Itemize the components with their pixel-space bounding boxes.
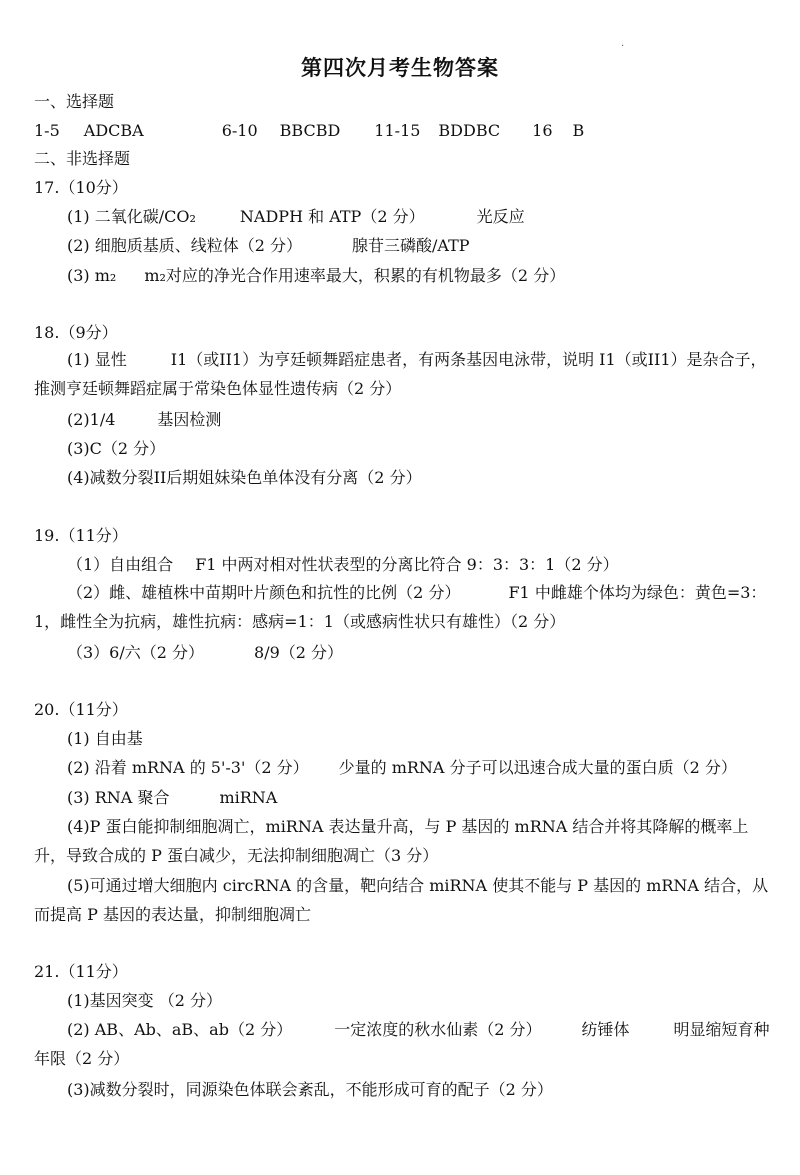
q17-a3-part: (3) m₂ bbox=[67, 266, 117, 285]
q19-a3-part: 8/9（2 分） bbox=[254, 643, 344, 662]
question-21-header: 21.（11分） bbox=[34, 962, 128, 981]
page-title: 第四次月考生物答案 bbox=[301, 55, 499, 80]
corner-dot: . bbox=[621, 38, 625, 49]
q20-answer-5: (5)可通过增大细胞内 circRNA 的含量，靶向结合 miRNA 使其不能与 P 基因的 mRNA 结合，从而提高 P 基因的表达量，抑制细胞凋亡 bbox=[34, 876, 769, 924]
q18-a2-part: 基因检测 bbox=[157, 410, 222, 429]
choice-range-label: 16 bbox=[532, 121, 553, 140]
question-20-header: 20.（11分） bbox=[34, 700, 128, 719]
q18-answer-2 bbox=[67, 410, 221, 430]
q19-a2-part: F1 中雌雄个体均为绿色：黄色=3：1，雌性全为抗病，雄性抗病：感病=1：1（或感病性状只有雄性）（2 分） bbox=[34, 583, 767, 631]
q18-a1-part: (1) 显性 bbox=[67, 350, 127, 369]
question-17-header: 17.（10分） bbox=[34, 178, 128, 197]
choice-range-label: 6-10 bbox=[221, 121, 258, 140]
q19-a1-part: （1）自由组合 bbox=[67, 555, 174, 574]
q20-answer-3 bbox=[67, 788, 277, 808]
q21-a2-part: 明显缩短育种年限（2 分） bbox=[34, 1020, 770, 1068]
q21-a2-part: 纺锤体 bbox=[581, 1020, 630, 1039]
q20-a2-part: 少量的 mRNA 分子可以迅速合成大量的蛋白质（2 分） bbox=[338, 758, 737, 777]
q18-answer-1 bbox=[34, 345, 774, 403]
q18-answer-4: (4)减数分裂II后期姐妹染色单体没有分离（2 分） bbox=[67, 468, 422, 487]
q17-answer-1 bbox=[67, 207, 525, 227]
q19-answer-3 bbox=[67, 643, 343, 663]
q18-answer-3: (3)C（2 分） bbox=[67, 439, 166, 458]
q21-a2-part: (2) AB、Ab、aB、ab（2 分） bbox=[67, 1020, 293, 1039]
q17-a2-part: (2) 细胞质基质、线粒体（2 分） bbox=[67, 236, 303, 255]
section-heading-nonchoice: 二、非选择题 bbox=[34, 149, 131, 168]
q19-a3-part: （3）6/六（2 分） bbox=[67, 643, 205, 662]
q18-a1-part: I1（或II1）为亨廷顿舞蹈症患者，有两条基因电泳带，说明 I1（或II1）是杂合子，推测亨廷顿舞蹈症属于常染色体显性遗传病（2 分） bbox=[34, 350, 767, 398]
q19-a1-part: F1 中两对相对性状表型的分离比符合 9：3：3：1（2 分） bbox=[195, 555, 619, 574]
q20-a3-part: miRNA bbox=[219, 788, 278, 807]
choice-range-label: 1-5 bbox=[34, 121, 60, 140]
choice-answer: BBCBD bbox=[279, 121, 341, 140]
q19-a2-part: （2）雌、雄植株中苗期叶片颜色和抗性的比例（2 分） bbox=[67, 583, 461, 602]
q19-answer-1 bbox=[67, 555, 619, 575]
q20-a3-part: (3) RNA 聚合 bbox=[67, 788, 170, 807]
choice-answer: BDDBC bbox=[438, 121, 501, 140]
q17-answer-2 bbox=[67, 236, 470, 256]
choice-range-label: 11-15 bbox=[374, 121, 421, 140]
q17-a1-part: NADPH 和 ATP（2 分） bbox=[239, 207, 425, 226]
q17-a2-part: 腺苷三磷酸/ATP bbox=[352, 236, 470, 255]
choice-answer: B bbox=[572, 121, 585, 140]
question-18-header: 18.（9分） bbox=[34, 323, 118, 342]
q18-a2-part: (2)1/4 bbox=[67, 410, 116, 429]
q20-a2-part: (2) 沿着 mRNA 的 5'-3'（2 分） bbox=[67, 758, 309, 777]
choice-answer: ADCBA bbox=[83, 121, 144, 140]
q21-answer-3: (3)减数分裂时，同源染色体联会紊乱，不能形成可育的配子（2 分） bbox=[67, 1080, 553, 1099]
q21-answer-1: (1)基因突变 （2 分） bbox=[67, 991, 223, 1010]
q20-answer-2 bbox=[67, 758, 737, 778]
q21-answer-2 bbox=[34, 1015, 774, 1073]
q20-answer-1: (1) 自由基 bbox=[67, 729, 143, 748]
question-19-header: 19.（11分） bbox=[34, 526, 128, 545]
q17-a1-part: (1) 二氧化碳/CO₂ bbox=[67, 207, 196, 226]
q17-answer-3 bbox=[67, 266, 565, 286]
section-heading-choice: 一、选择题 bbox=[34, 92, 115, 111]
q21-a2-part: 一定浓度的秋水仙素（2 分） bbox=[334, 1020, 542, 1039]
choice-answers-row bbox=[34, 121, 584, 141]
q19-answer-2 bbox=[34, 578, 774, 636]
q17-a1-part: 光反应 bbox=[476, 207, 525, 226]
q20-answer-4: (4)P 蛋白能抑制细胞凋亡，miRNA 表达量升高，与 P 基因的 mRNA 结合并将其降解的概率上升，导致合成的 P 蛋白减少，无法抑制细胞凋亡（3 分） bbox=[34, 817, 749, 865]
q17-a3-part: m₂对应的净光合作用速率最大，积累的有机物最多（2 分） bbox=[144, 266, 566, 285]
